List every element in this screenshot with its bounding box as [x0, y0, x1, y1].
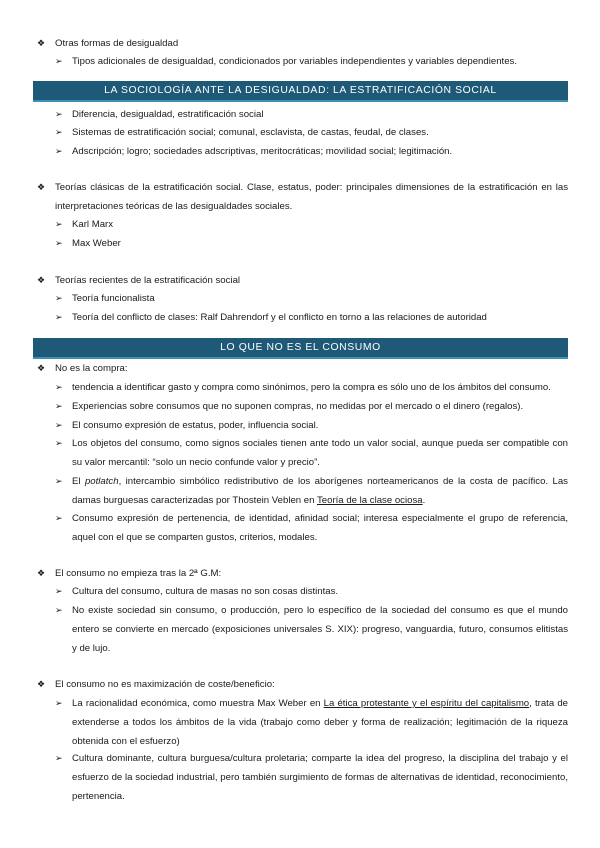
bullet-text: Teorías recientes de la estratificación social [55, 275, 241, 286]
sub-bullet-text: El consumo expresión de estatus, poder, influencia social. [72, 420, 319, 431]
sub-bullet-text: Karl Marx [72, 219, 114, 230]
bullet-otras-formas [37, 34, 568, 53]
sub-bullet [55, 472, 568, 510]
sub-bullet [55, 52, 568, 71]
section-header-consumo: LO QUE NO ES EL CONSUMO [33, 338, 568, 359]
diamond-bullet-icon: ❖ [37, 679, 46, 689]
sub-bullet [55, 694, 568, 751]
sub-bullet-text: Adscripción; logro; sociedades adscriptivas, meritocráticas; movilidad social; legitimación. [72, 146, 453, 157]
sub-bullet [55, 123, 568, 142]
sub-bullet-text [55, 694, 568, 751]
arrow-bullet-icon: ➢ [55, 238, 63, 248]
sub-bullet-text [55, 472, 568, 510]
arrow-bullet-icon: ➢ [55, 753, 63, 763]
arrow-bullet-icon: ➢ [55, 146, 63, 156]
sub-bullet [55, 601, 568, 658]
sub-bullet [55, 434, 568, 472]
arrow-bullet-icon: ➢ [55, 56, 63, 66]
arrow-bullet-icon: ➢ [55, 586, 63, 596]
text-run: . [422, 495, 426, 506]
sub-bullet [55, 215, 568, 234]
text-run: La racionalidad económica, como muestra Max Weber en [72, 698, 324, 709]
sub-bullet-text: Cultura dominante, cultura burguesa/cultura proletaria; comparte la idea del progreso, la disciplina del trabajo y el esfuerzo de la sociedad industrial, pero también surgimiento de formas de alternativas de identidad, reconocimiento, pertenencia. [72, 753, 568, 802]
sub-bullet [55, 582, 568, 601]
bullet-text: Teorías clásicas de la estratificación social. Clase, estatus, poder: principales dimensiones de la estratificación en las interpretaciones teóricas de las desigualdades sociales. [55, 182, 568, 212]
sub-bullet [55, 416, 568, 435]
arrow-bullet-icon: ➢ [55, 219, 63, 229]
bullet-text: No es la compra: [55, 363, 128, 374]
italic-term: potlatch [84, 476, 119, 487]
arrow-bullet-icon: ➢ [55, 401, 63, 411]
arrow-bullet-icon: ➢ [55, 438, 63, 448]
bullet-teorias-recientes [37, 271, 568, 290]
arrow-bullet-icon: ➢ [55, 476, 63, 486]
sub-bullet [55, 749, 568, 806]
diamond-bullet-icon: ❖ [37, 275, 46, 285]
sub-bullet-text: No existe sociedad sin consumo, o producción, pero lo específico de la sociedad del consumo es que el mundo entero se convierte en mercado (exposiciones universales S. XIX): progreso, vanguardia, futuro, consumos elitistas y de lujo. [72, 605, 568, 654]
diamond-bullet-icon: ❖ [37, 38, 46, 48]
sub-bullet-text: Los objetos del consumo, como signos sociales tienen ante todo un valor social, aunque pueda ser compatible con su valor mercantil: “solo un necio confunde valor y precio”. [72, 438, 568, 468]
arrow-bullet-icon: ➢ [55, 312, 63, 322]
sub-bullet [55, 308, 568, 327]
sub-bullet-text: Diferencia, desigualdad, estratificación social [72, 109, 264, 120]
bullet-text: El consumo no es maximización de coste/beneficio: [55, 679, 275, 690]
bullet-teorias-clasicas [37, 178, 568, 216]
arrow-bullet-icon: ➢ [55, 127, 63, 137]
sub-bullet-text: tendencia a identificar gasto y compra como sinónimos, pero la compra es sólo uno de los ámbitos del consumo. [72, 382, 551, 393]
underlined-title: Teoría de la clase ociosa [316, 495, 423, 506]
sub-bullet-text: Cultura del consumo, cultura de masas no son cosas distintas. [72, 586, 339, 597]
sub-bullet [55, 234, 568, 253]
sub-bullet-text: Consumo expresión de pertenencia, de identidad, afinidad social; interesa especialmente el grupo de referencia, aquel con el que se comparten gustos, criterios, modales. [72, 513, 568, 543]
diamond-bullet-icon: ❖ [37, 568, 46, 578]
arrow-bullet-icon: ➢ [55, 698, 63, 708]
bullet-no-maximizacion [37, 675, 568, 694]
sub-bullet-text: Experiencias sobre consumos que no suponen compras, no medidas por el mercado o el dinero (regalos). [72, 401, 524, 412]
arrow-bullet-icon: ➢ [55, 605, 63, 615]
arrow-bullet-icon: ➢ [55, 513, 63, 523]
bullet-text: El consumo no empieza tras la 2ª G.M: [55, 568, 222, 579]
sub-bullet-text: Teoría funcionalista [72, 293, 155, 304]
sub-bullet-text: Sistemas de estratificación social; comunal, esclavista, de castas, feudal, de clases. [72, 127, 429, 138]
arrow-bullet-icon: ➢ [55, 293, 63, 303]
diamond-bullet-icon: ❖ [37, 363, 46, 373]
arrow-bullet-icon: ➢ [55, 109, 63, 119]
bullet-no-empieza [37, 564, 568, 583]
arrow-bullet-icon: ➢ [55, 382, 63, 392]
sub-bullet [55, 142, 568, 161]
sub-bullet-text: Tipos adicionales de desigualdad, condicionados por variables independientes y variables dependientes. [72, 56, 517, 67]
sub-bullet [55, 105, 568, 124]
sub-bullet [55, 378, 568, 397]
bullet-text: Otras formas de desigualdad [55, 38, 179, 49]
section-header-estratificacion: LA SOCIOLOGÍA ANTE LA DESIGUALDAD: LA ESTRATIFICACIÓN SOCIAL [33, 81, 568, 102]
sub-bullet [55, 397, 568, 416]
text-run: , intercambio simbólico redistributivo de los aborígenes norteamericanos de la costa de pacífico. Las damas burguesas caracterizadas por Thostein Veblen en [72, 476, 568, 506]
sub-bullet-text: Max Weber [72, 238, 121, 249]
text-run: , trata de extenderse a todos los ámbitos de la vida (trabajo como deber y forma de realización; legitimación de la riqueza obtenida con el esfuerzo) [72, 698, 568, 747]
bullet-no-es-compra [37, 359, 568, 378]
diamond-bullet-icon: ❖ [37, 182, 46, 192]
sub-bullet-text: Teoría del conflicto de clases: Ralf Dahrendorf y el conflicto en torno a las relaciones de autoridad [72, 312, 487, 323]
arrow-bullet-icon: ➢ [55, 420, 63, 430]
underlined-title: La ética protestante y el espíritu del capitalismo [323, 698, 530, 709]
sub-bullet [55, 289, 568, 308]
sub-bullet [55, 509, 568, 547]
text-run: El [72, 476, 85, 487]
